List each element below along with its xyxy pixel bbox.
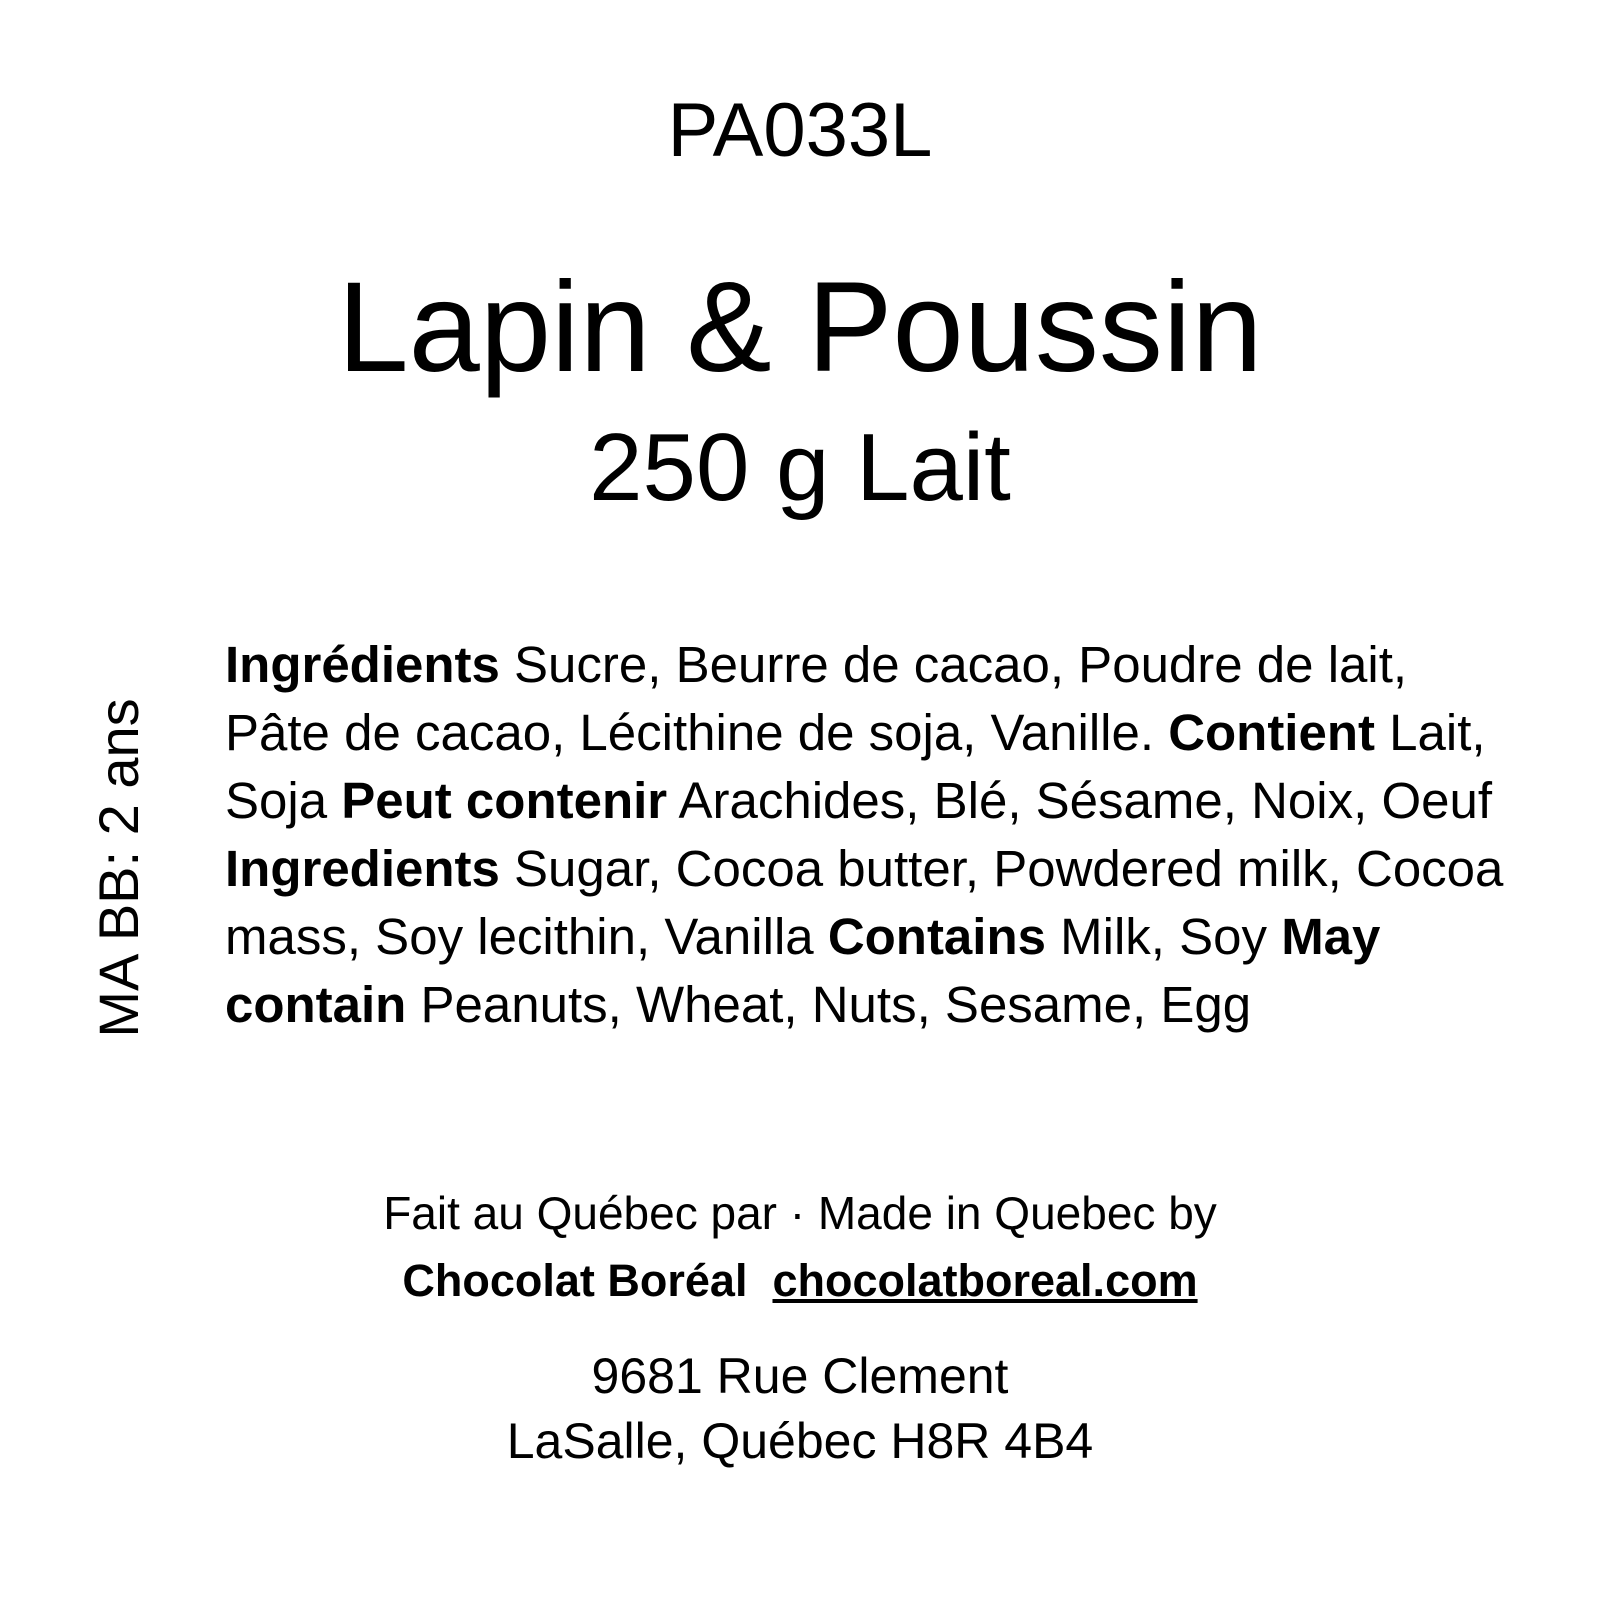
- may-contain-en-label: May contain: [225, 908, 1381, 1033]
- ingredients-en-text: Sugar, Cocoa butter, Powdered milk, Cocoa mass, Soy lecithin, Vanilla: [225, 840, 1504, 965]
- made-in-line: Fait au Québec par · Made in Quebec by: [383, 1187, 1217, 1239]
- ingredients-fr-label: Ingrédients: [225, 636, 500, 693]
- product-subtitle: 250 g Lait: [589, 414, 1011, 521]
- ingredients-en-label: Ingredients: [225, 840, 500, 897]
- ingredients-fr-text: Sucre, Beurre de cacao, Poudre de lait, Pâte de cacao, Lécithine de soja, Vanille.: [225, 636, 1408, 761]
- best-before-container: [87, 672, 150, 1064]
- best-before-text: MA BB: 2 ans: [87, 698, 150, 1038]
- contains-fr-text: Lait, Soja: [225, 704, 1486, 829]
- contains-en-text: Milk, Soy: [1045, 908, 1282, 965]
- website-link[interactable]: chocolatboreal.com: [772, 1255, 1198, 1306]
- may-contain-fr-text: Arachides, Blé, Sésame, Noix, Oeuf: [667, 772, 1493, 829]
- may-contain-fr-label: Peut contenir: [341, 772, 668, 829]
- address-line-1: 9681 Rue Clement: [591, 1348, 1009, 1404]
- contains-fr-label: Contient: [1168, 704, 1375, 761]
- product-code: PA033L: [667, 88, 933, 173]
- may-contain-en-text: Peanuts, Wheat, Nuts, Sesame, Egg: [406, 976, 1252, 1033]
- company-line: [0, 1255, 1600, 1306]
- company-name: Chocolat Boréal: [402, 1255, 748, 1306]
- contains-en-label: Contains: [827, 908, 1046, 965]
- product-title: Lapin & Poussin: [337, 256, 1263, 399]
- address-line-2: LaSalle, Québec H8R 4B4: [506, 1413, 1094, 1469]
- ingredients-block: [225, 631, 1525, 1039]
